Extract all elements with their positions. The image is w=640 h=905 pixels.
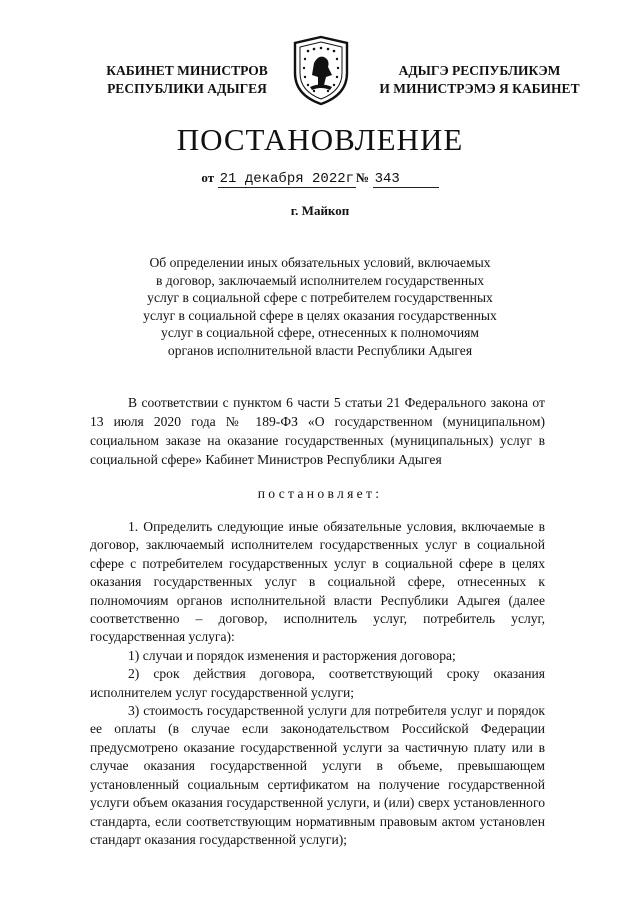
document-date: 21 декабря 2022г	[219, 171, 355, 187]
coat-of-arms-emblem-icon	[288, 33, 354, 107]
document-subject	[110, 254, 530, 359]
resolves-heading: постановляет:	[257, 486, 383, 501]
subject-line: услуг в социальной сфере с потребителем государственных	[147, 290, 493, 305]
body-paragraph: 2) срок действия договора, соответствующий сроку оказания исполнителем услуг государственной услуги;	[90, 666, 545, 700]
number-sign: №	[356, 170, 370, 185]
subject-line: Об определении иных обязательных условий, включаемых	[149, 255, 491, 270]
subject-line: услуг в социальной сфере в целях оказания государственных	[143, 307, 497, 323]
issuer-line-1: КАБИНЕТ МИНИСТРОВ	[106, 63, 268, 78]
issuer-name-russian	[97, 62, 277, 98]
document-number: 343	[373, 172, 439, 188]
body-paragraph: 1) случаи и порядок изменения и расторжения договора;	[128, 647, 456, 663]
document-title: ПОСТАНОВЛЕНИЕ	[176, 122, 464, 157]
subject-line: услуг в социальной сфере, отнесенных к полномочиям	[161, 325, 479, 340]
issuer-line-2: РЕСПУБЛИКИ АДЫГЕЯ	[107, 81, 267, 96]
body-paragraph: 3) стоимость государственной услуги для потребителя услуг и порядок ее оплаты (в случае если законодательством Российской Федерации предусмотрено оказание государственной услуги за частичную плату или в случае оказания государственной услуги в объеме, превышающем установленный социальным сертификатом на получение государственной услуги объем оказания государственной услуги, и (или) сверх установленного стандарта, если соответствующим нормативным правовым актом установлен стандарт оказания государственной услуги);	[90, 703, 545, 847]
issuer-name-adyghe	[362, 62, 597, 98]
issuer-line-1-adyghe: АДЫГЭ РЕСПУБЛИКЭМ	[398, 63, 561, 78]
city-name: г. Майкоп	[290, 203, 350, 218]
body-paragraph: 1. Определить следующие иные обязательные условия, включаемые в договор, заключаемый исполнителем государственных услуг в социальной сфере с потребителем государственных услуг в социальной сфере в целях оказания государственных услуг в социальной сфере, отнесенных к полномочиям органов исполнительной власти Республики Адыгея (далее соответственно – договор, исполнитель услуг, потребитель услуг, государственная услуга):	[90, 519, 545, 645]
document-body	[90, 518, 545, 849]
preamble-paragraph: В соответствии с пунктом 6 части 5 статьи 21 Федерального закона от 13 июля 2020 года № 189-ФЗ «О государственном (муниципальном) социальном заказе на оказание государственных (муниципальных) услуг в социальной сфере» Кабинет Министров Республики Адыгея	[90, 395, 545, 467]
date-number-line	[0, 170, 640, 188]
subject-line: органов исполнительной власти Республики Адыгея	[167, 342, 473, 358]
date-prefix: от	[201, 170, 215, 185]
issuer-line-2-adyghe: И МИНИСТРЭМЭ Я КАБИНЕТ	[379, 81, 580, 96]
subject-line: в договор, заключаемый исполнителем государственных	[155, 272, 485, 288]
